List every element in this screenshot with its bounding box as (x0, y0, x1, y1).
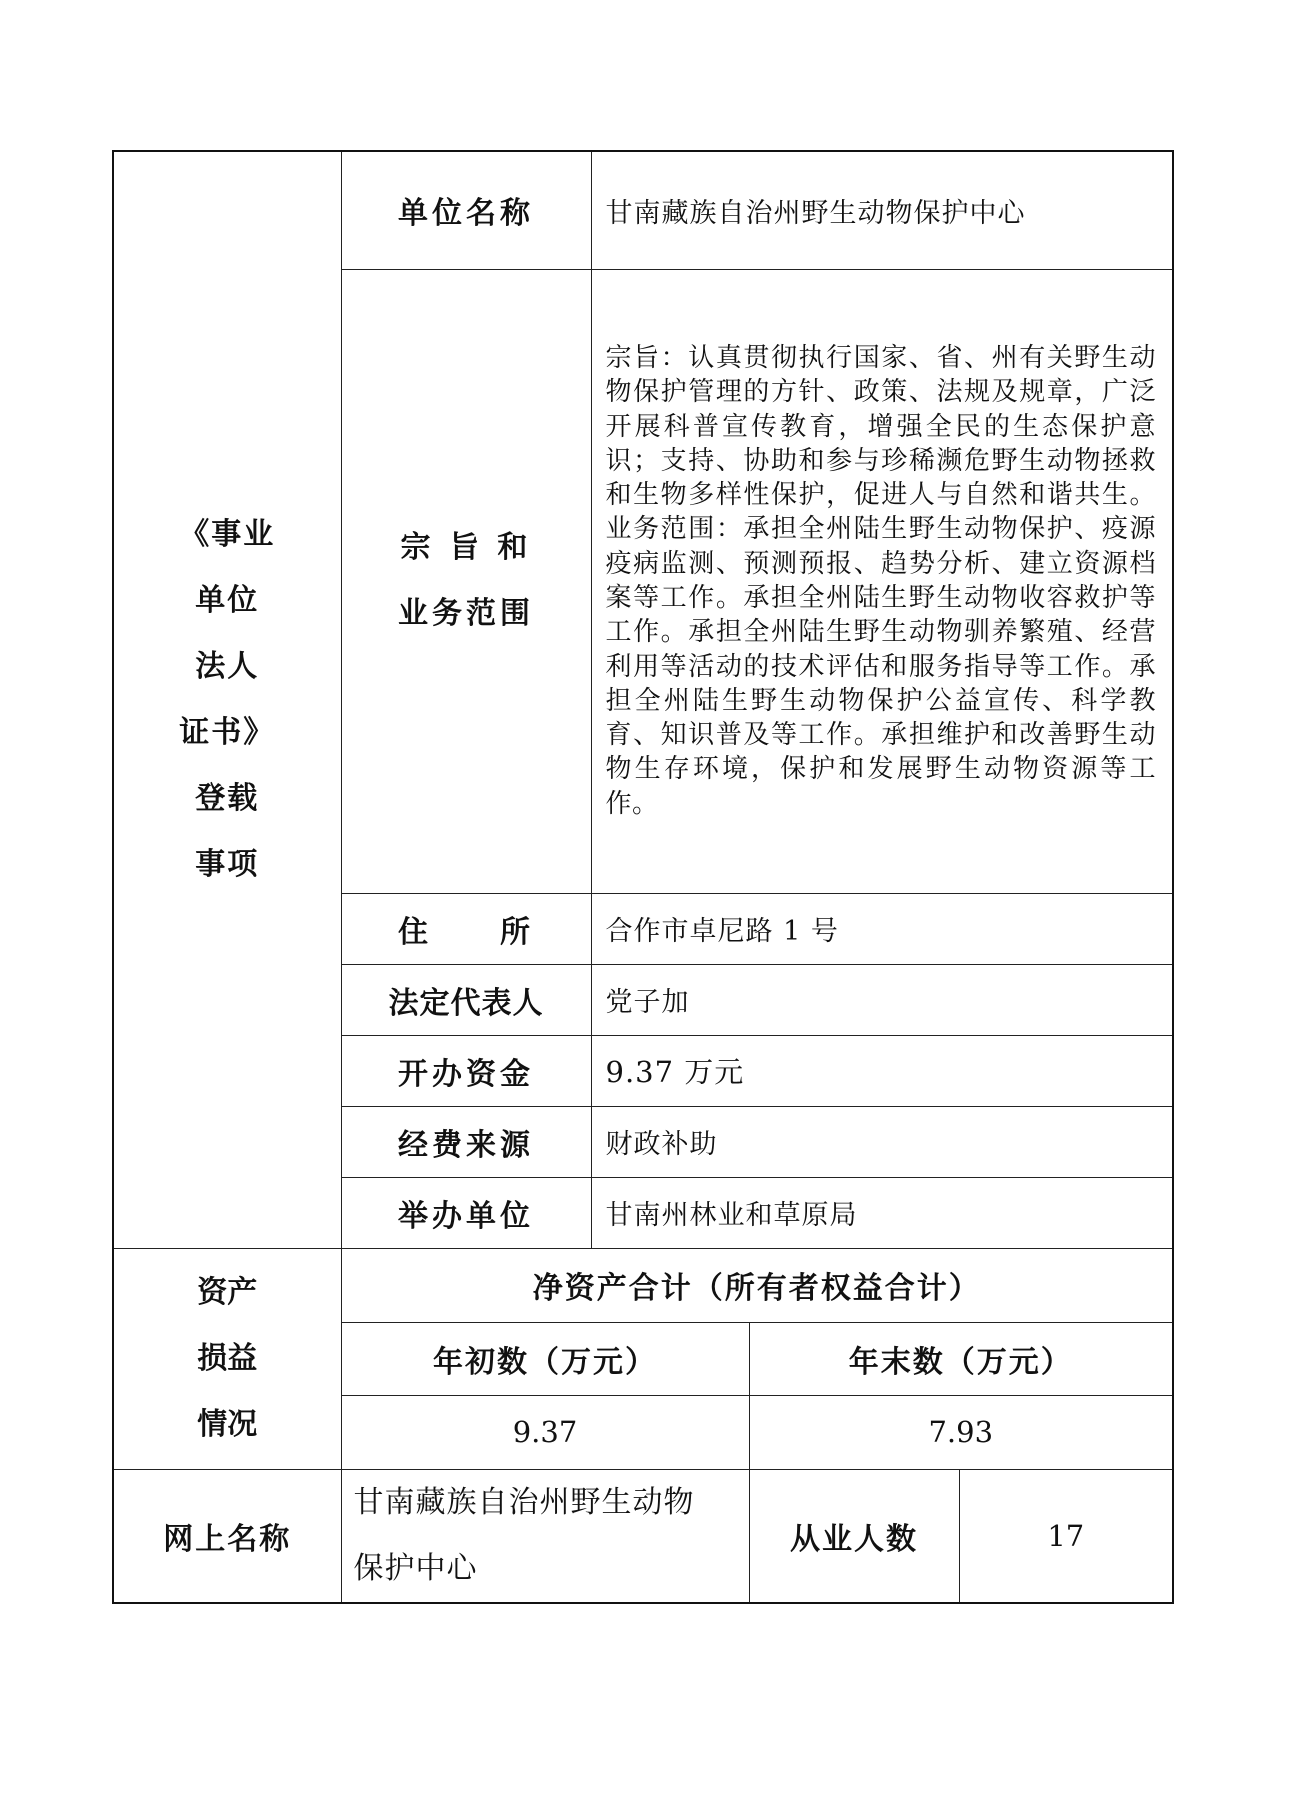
assets-label-line: 资产 (197, 1274, 258, 1310)
left-label-line: 登载 (195, 780, 260, 816)
assets-label-line: 情况 (197, 1406, 258, 1442)
left-label-line: 《事业 (179, 516, 276, 552)
online-name-row (113, 1469, 1173, 1603)
left-label-line: 单位 (195, 582, 260, 618)
sponsor-value: 甘南州林业和草原局 (591, 1177, 1173, 1248)
begin-year-label: 年初数（万元） (341, 1322, 749, 1395)
left-label-line: 事项 (195, 846, 260, 882)
registration-form-sheet (112, 150, 1172, 1604)
online-name-label: 网上名称 (113, 1469, 341, 1603)
address-value: 合作市卓尼路 1 号 (591, 893, 1173, 964)
purpose-text: 宗旨：认真贯彻执行国家、省、州有关野生动物保护管理的方针、政策、法规及规章，广泛开展科普宣传教育，增强全民的生态保护意识；支持、协助和参与珍稀濒危野生动物拯救和生物多样性保护，促进人与自然和谐共生。业务范围：承担全州陆生野生动物保护、疫源疫病监测、预测预报、趋势分析、建立资源档案等工作。承担全州陆生野生动物收容救护等工作。承担全州陆生野生动物驯养繁殖、经营利用等活动的技术评估和服务指导等工作。承担全州陆生野生动物保护公益宣传、科学教育、知识普及等工作。承担维护和改善野生动物生存环境，保护和发展野生动物资源等工作。 (591, 269, 1173, 893)
legal-rep-value: 党子加 (591, 964, 1173, 1035)
funding-value: 财政补助 (591, 1106, 1173, 1177)
capital-label: 开办资金 (341, 1035, 591, 1106)
begin-year-value: 9.37 (341, 1395, 749, 1469)
end-year-value: 7.93 (749, 1395, 1173, 1469)
capital-value: 9.37 万元 (591, 1035, 1173, 1106)
address-label: 住 所 (341, 893, 591, 964)
assets-label-line: 损益 (197, 1340, 258, 1376)
certificate-items-label (113, 151, 341, 1248)
legal-rep-label: 法定代表人 (341, 964, 591, 1035)
left-label-line: 证书》 (179, 714, 276, 750)
online-name-value (341, 1469, 749, 1603)
purpose-label (341, 269, 591, 893)
unit-name-row (113, 151, 1173, 269)
end-year-label: 年末数（万元） (749, 1322, 1173, 1395)
registration-table (112, 150, 1174, 1604)
unit-name-label: 单位名称 (341, 151, 591, 269)
staff-count-label: 从业人数 (749, 1469, 959, 1603)
unit-name-value: 甘南藏族自治州野生动物保护中心 (591, 151, 1173, 269)
net-assets-header-row (113, 1248, 1173, 1322)
staff-count-value: 17 (959, 1469, 1173, 1603)
purpose-label-line: 业务范围 (398, 596, 534, 631)
assets-label (113, 1248, 341, 1469)
online-name-line: 甘南藏族自治州野生动物 (353, 1484, 695, 1520)
sponsor-label: 举办单位 (341, 1177, 591, 1248)
funding-label: 经费来源 (341, 1106, 591, 1177)
online-name-line: 保护中心 (353, 1550, 478, 1586)
purpose-label-line: 宗 旨 和 (400, 530, 532, 565)
left-label-line: 法人 (195, 648, 260, 684)
net-assets-header: 净资产合计（所有者权益合计） (341, 1248, 1173, 1322)
